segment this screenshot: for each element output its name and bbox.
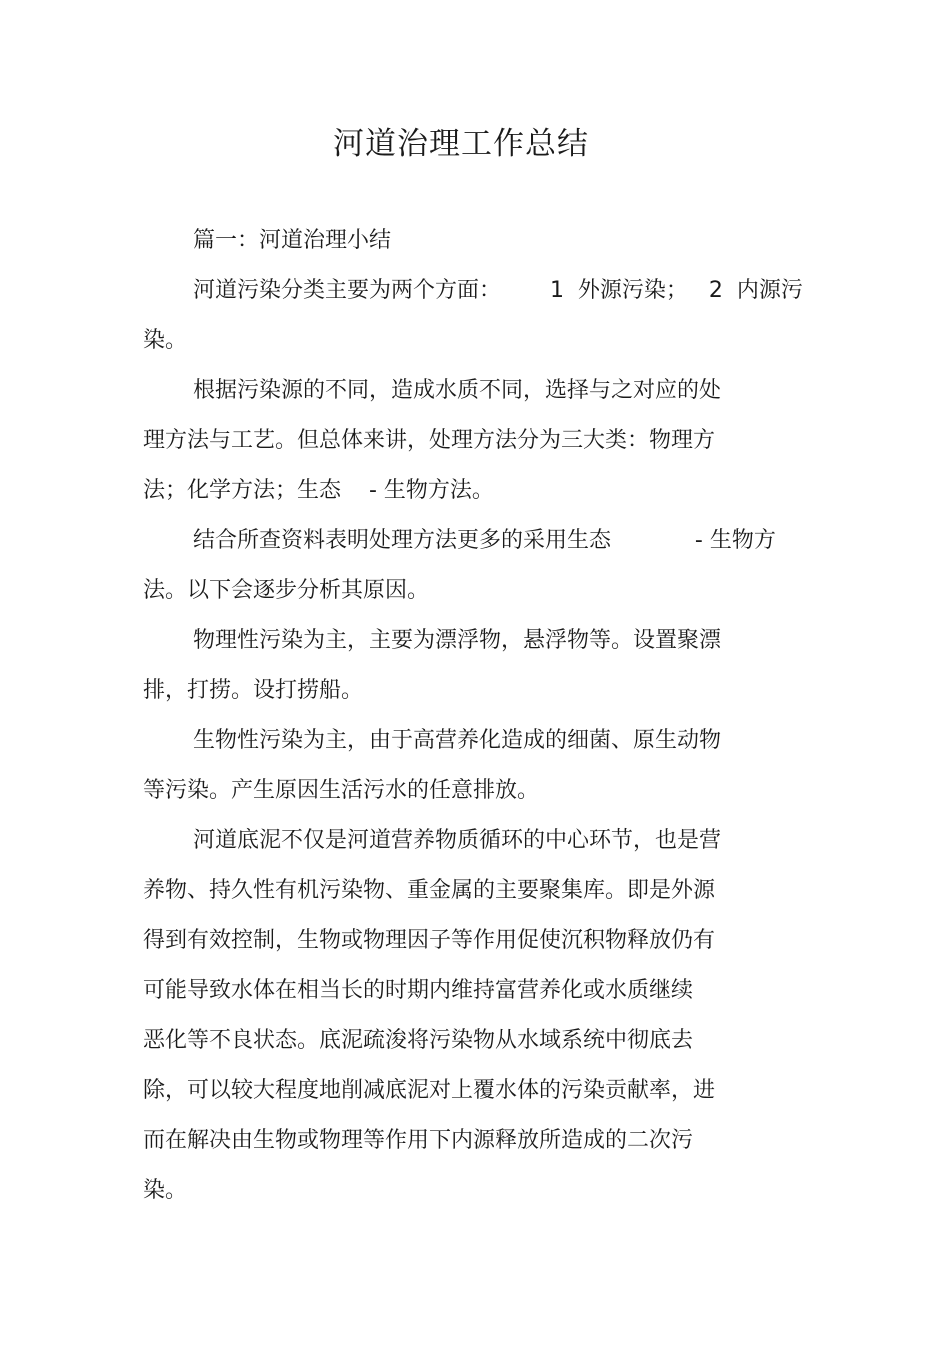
body-line: 结合所查资料表明处理方法更多的采用生态 - 生物方: [193, 528, 776, 553]
body-line: 养物、持久性有机污染物、重金属的主要聚集库。即是外源: [143, 878, 716, 903]
body-line: 河道底泥不仅是河道营养物质循环的中心环节，也是营: [193, 828, 722, 853]
body-line: 染。: [143, 328, 188, 353]
body-line: 物理性污染为主，主要为漂浮物，悬浮物等。设置聚漂: [193, 628, 722, 653]
body-line: 理方法与工艺。但总体来讲，处理方法分为三大类：物理方: [143, 428, 716, 453]
body-line: 河道污染分类主要为两个方面： 1 外源污染； 2 内源污: [193, 278, 803, 303]
body-line: 染。: [143, 1178, 188, 1203]
body-line: 恶化等不良状态。底泥疏浚将污染物从水域系统中彻底去: [143, 1028, 694, 1053]
body-line: 可能导致水体在相当长的时期内维持富营养化或水质继续: [143, 978, 694, 1003]
body-line: 等污染。产生原因生活污水的任意排放。: [143, 778, 540, 803]
body-line: 法；化学方法；生态 - 生物方法。: [143, 478, 494, 503]
body-line: 得到有效控制，生物或物理因子等作用促使沉积物释放仍有: [143, 928, 716, 953]
document-title: 河道治理工作总结: [333, 126, 589, 162]
body-line: 排，打捞。设打捞船。: [143, 678, 364, 703]
body-line: 而在解决由生物或物理等作用下内源释放所造成的二次污: [143, 1128, 694, 1153]
body-line: 根据污染源的不同，造成水质不同，选择与之对应的处: [193, 378, 722, 403]
body-line: 除，可以较大程度地削减底泥对上覆水体的污染贡献率，进: [143, 1078, 716, 1103]
section-heading: 篇一：河道治理小结: [193, 228, 392, 253]
body-line: 生物性污染为主，由于高营养化造成的细菌、原生动物: [193, 728, 722, 753]
body-line: 法。以下会逐步分析其原因。: [143, 578, 430, 603]
